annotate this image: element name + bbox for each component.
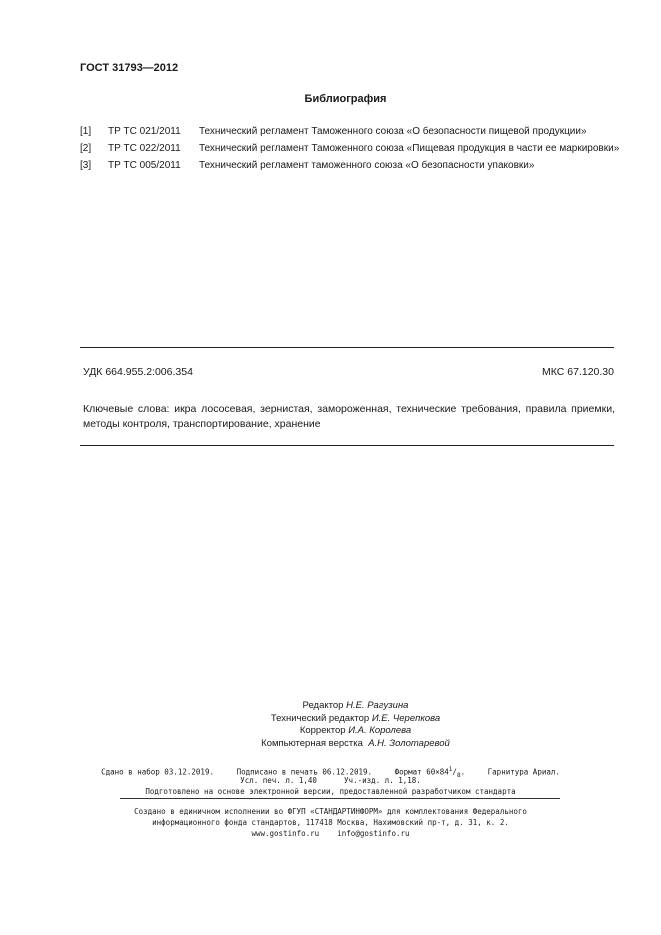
bibliography-code: ТР ТС 022/2011 (108, 143, 181, 154)
bibliography-text: Технический регламент Таможенного союза «О безопасности пищевой продукции» (199, 126, 587, 137)
credit-editor: Редактор Н.Е. Рагузина (302, 700, 409, 711)
bottom-divider (80, 445, 614, 446)
publication-line-2: Усл. печ. л. 1,40 Уч.-изд. л. 1,18. (240, 776, 421, 785)
bibliography-number: [1] (80, 126, 92, 137)
website-link[interactable]: www.gostinfo.ru (251, 829, 320, 838)
top-divider (80, 347, 614, 348)
bibliography-title: Библиография (304, 93, 387, 105)
footer-line-3 (0, 828, 661, 839)
footer-line-2: информационного фонда стандартов, 117418 Москва, Нахимовский пр-т, д. 31, к. 2. (152, 818, 509, 827)
publication-line-1: Сдано в набор 03.12.2019. Подписано в печать 06.12.2019. Формат $60\times 84^1/_8$. Гарнитура Ариал. (101, 766, 560, 779)
credit-layout: Компьютерная верстка А.Н. Золотаревой (261, 737, 450, 749)
mks-code: МКС 67.120.30 (542, 366, 614, 378)
footer-line-1: Создано в единичном исполнении во ФГУП «СТАНДАРТИНФОРМ» для комплектования Федерального (134, 807, 527, 816)
bibliography-number: [2] (80, 143, 92, 154)
email-link[interactable]: info@gostinfo.ru (337, 829, 410, 838)
credits-block (0, 700, 661, 750)
bibliography-text: Технический регламент таможенного союза «О безопасности упаковки» (199, 160, 535, 171)
bibliography-number: [3] (80, 160, 92, 171)
credit-technical-editor: Технический редактор И.Е. Черепкова (270, 712, 441, 724)
keywords: Ключевые слова: икра лососевая, зернистая, замороженная, технические требования, правила приемки, методы контроля, транспортирование, хранение (83, 403, 615, 430)
udk-code: УДК 664.955.2:006.354 (83, 366, 193, 378)
publication-line-3: Подготовлено на основе электронной версии, предоставленной разработчиком стандарта (145, 787, 516, 796)
bibliography-text: Технический регламент Таможенного союза «Пищевая продукция в части ее маркировки» (199, 143, 620, 154)
document-code: ГОСТ 31793—2012 (80, 62, 179, 74)
bibliography-code: ТР ТС 005/2011 (108, 160, 181, 171)
publication-divider (120, 798, 560, 799)
bibliography-code: ТР ТС 021/2011 (108, 126, 181, 137)
credit-proofreader: Корректор И.А. Королева (299, 725, 412, 736)
